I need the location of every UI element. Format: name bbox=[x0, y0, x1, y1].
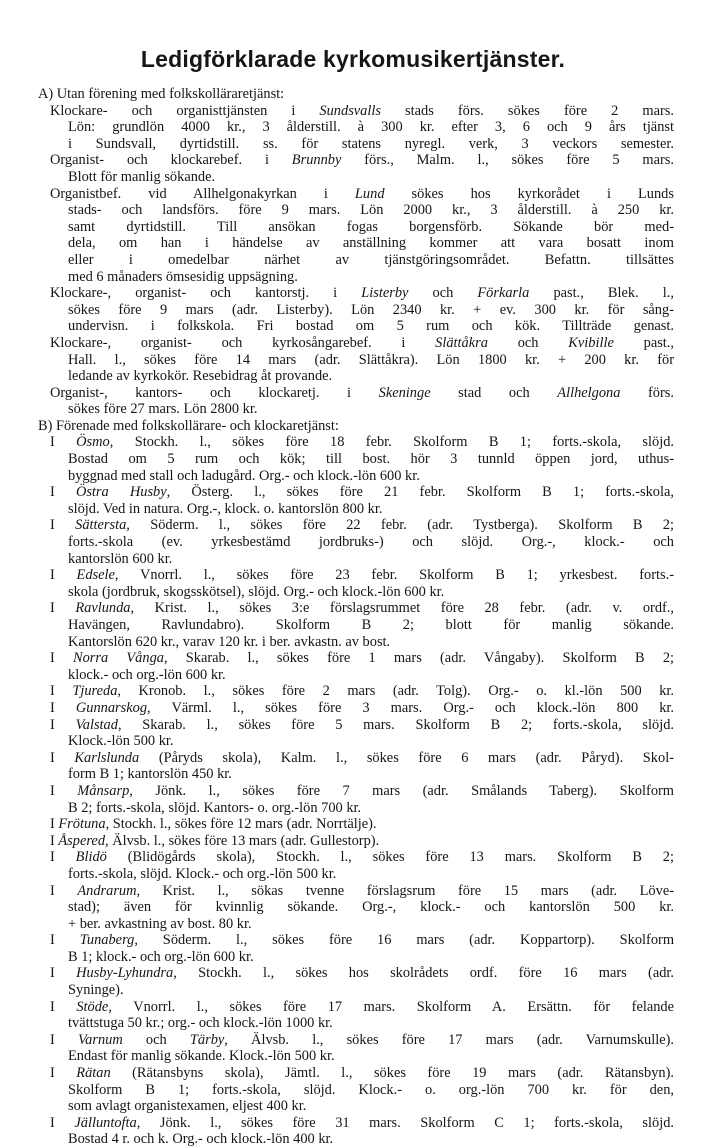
document-body bbox=[38, 86, 674, 1148]
text-segment: I bbox=[50, 816, 59, 833]
text-line bbox=[38, 517, 674, 534]
text-line bbox=[38, 468, 674, 485]
text-segment: , Älvsb. l., sökes före 13 mars (adr. Gullestorp). bbox=[105, 832, 380, 849]
text-segment: Lön: grundlön 4000 kr., 3 ålderstill. à 300 kr. efter 3, 6 och 9 års tjänst bbox=[68, 119, 674, 136]
text-segment: med 6 månaders ömsesidig uppsägning. bbox=[68, 268, 298, 285]
text-line bbox=[38, 650, 674, 667]
text-segment: , Jönk. l., sökes före 7 mars (adr. Smålands Taberg). Skolform bbox=[129, 782, 675, 799]
place-name: Allhelgona bbox=[557, 384, 621, 401]
place-name: Skeninge bbox=[378, 384, 431, 401]
place-name: Listerby bbox=[361, 285, 409, 302]
text-segment: I bbox=[50, 749, 75, 766]
text-line bbox=[38, 866, 674, 883]
text-segment: stads- och landsförs. före 9 mars. Lön 2000 kr., 3 ålderstill. à 250 kr. bbox=[68, 202, 674, 219]
text-line bbox=[38, 1131, 674, 1148]
place-name: Månsarp bbox=[77, 782, 130, 799]
text-segment: form B 1; kantorslön 450 kr. bbox=[68, 766, 232, 783]
text-segment: (Påryds skola), Kalm. l., sökes före 6 mars (adr. Påryd). Skol- bbox=[139, 749, 674, 766]
text-segment: I bbox=[50, 932, 80, 949]
text-segment: A) Utan förening med folkskolläraretjänst: bbox=[38, 86, 285, 102]
text-segment: klock.- och org.-lön 600 kr. bbox=[68, 666, 226, 683]
text-segment: sökes hos kyrkorådet i Lunds bbox=[384, 185, 674, 202]
place-name: Tunaberg bbox=[79, 932, 135, 949]
text-segment: B 1; klock.- och org.-lön 600 kr. bbox=[68, 948, 254, 965]
text-line bbox=[38, 368, 674, 385]
text-line bbox=[38, 683, 674, 700]
text-line bbox=[38, 617, 674, 634]
place-name: Valstad bbox=[75, 716, 118, 733]
text-line bbox=[38, 169, 674, 186]
text-line bbox=[38, 932, 674, 949]
text-line bbox=[38, 717, 674, 734]
text-segment: sökes före 27 mars. Lön 2800 kr. bbox=[68, 401, 258, 418]
text-segment: I bbox=[50, 716, 76, 733]
text-segment: I bbox=[50, 1065, 77, 1082]
text-segment: , Krist. l., sökes 3:e förslagsrummet före 28 febr. (adr. v. ordf., bbox=[130, 600, 675, 617]
text-line bbox=[38, 136, 674, 153]
text-segment: byggnad med stall och ladugård. Org.- och klock.-lön 600 kr. bbox=[68, 467, 420, 484]
text-line bbox=[38, 600, 674, 617]
text-line bbox=[38, 883, 674, 900]
text-segment: , Vnorrl. l., sökes före 23 febr. Skolform B 1; yrkesbest. forts.- bbox=[114, 567, 675, 584]
text-segment: B) Förenade med folkskollärare- och klockaretjänst: bbox=[38, 417, 339, 434]
text-line bbox=[38, 1048, 674, 1065]
text-line bbox=[38, 202, 674, 219]
text-segment: Skolform B 1; forts.-skola, slöjd. Klock.- o. org.-lön 700 kr. för den, bbox=[68, 1081, 674, 1098]
text-segment: forts.-skola, slöjd. Klock.- och org.-lön 500 kr. bbox=[68, 865, 337, 882]
text-segment: sökes före 9 mars (adr. Listerby). Lön 2340 kr. + ev. 300 kr. för sång- bbox=[68, 301, 674, 318]
text-segment: och bbox=[122, 1031, 190, 1048]
text-segment: past., bbox=[613, 334, 674, 351]
place-name: Karlslunda bbox=[74, 749, 140, 766]
text-segment: past., Blek. l., bbox=[529, 285, 674, 302]
text-line bbox=[38, 285, 674, 302]
text-segment: Blott för manlig sökande. bbox=[68, 168, 216, 185]
text-segment: I bbox=[50, 1031, 78, 1048]
text-segment: , Söderm. l., sökes före 22 febr. (adr. Tystberga). Skolform B 2; bbox=[126, 517, 675, 534]
place-name: Brunnby bbox=[291, 152, 342, 169]
text-segment: I bbox=[50, 600, 76, 617]
text-line bbox=[38, 849, 674, 866]
text-line bbox=[38, 1098, 674, 1115]
text-line bbox=[38, 800, 674, 817]
text-segment: , Skarab. l., sökes före 5 mars. Skolform B 2; forts.-skola, slöjd. bbox=[117, 716, 675, 733]
place-name: Östra Husby bbox=[75, 484, 167, 501]
text-segment: Klockare- och organisttjänsten i bbox=[50, 102, 320, 119]
text-segment: I bbox=[50, 849, 76, 866]
text-line bbox=[38, 451, 674, 468]
text-line bbox=[38, 1015, 674, 1032]
text-segment: I bbox=[50, 832, 59, 849]
text-segment: forts.-skola (ev. yrkesbestämd jordbruks-) och slöjd. Org.-, klock.- och bbox=[68, 534, 674, 551]
text-line bbox=[38, 750, 674, 767]
text-line bbox=[38, 733, 674, 750]
text-segment: , Söderm. l., sökes före 16 mars (adr. Koppartorp). Skolform bbox=[134, 932, 675, 949]
text-segment: B 2; forts.-skola, slöjd. Kantors- o. org.-lön 700 kr. bbox=[68, 799, 362, 816]
text-segment: , Krist. l., sökas tvenne förslagsrum före 15 mars (adr. Löve- bbox=[136, 882, 675, 899]
text-segment: och bbox=[408, 285, 478, 302]
text-line bbox=[38, 318, 674, 335]
text-line bbox=[38, 119, 674, 136]
text-line bbox=[38, 634, 674, 651]
place-name: Stöde bbox=[76, 998, 109, 1015]
place-name: Slättåkra bbox=[435, 334, 488, 351]
text-segment: I bbox=[50, 699, 76, 716]
place-name: Jälluntofta bbox=[74, 1114, 137, 1131]
text-line bbox=[38, 103, 674, 120]
text-line bbox=[38, 484, 674, 501]
text-segment: Bostad om 5 rum och kök; till bost. hör 3 tunnld öppen jord, uthus- bbox=[68, 451, 674, 468]
place-name: Sundsvalls bbox=[319, 102, 381, 119]
text-segment: Klockare-, organist- och kantorstj. i bbox=[50, 285, 362, 302]
place-name: Norra Vånga bbox=[73, 650, 164, 667]
text-segment: I bbox=[50, 882, 78, 899]
text-segment: Syninge). bbox=[68, 982, 124, 999]
text-segment: Bostad 4 r. och k. Org.- och klock.-lön 400 kr. bbox=[68, 1131, 334, 1148]
place-name: Varnum bbox=[77, 1031, 123, 1048]
text-line bbox=[38, 252, 674, 269]
text-segment: , Jönk. l., sökes före 31 mars. Skolform C 1; forts.-skola, slöjd. bbox=[136, 1114, 675, 1131]
text-segment: förs., Malm. l., sökes före 5 mars. bbox=[341, 152, 674, 169]
text-line bbox=[38, 551, 674, 568]
text-line bbox=[38, 385, 674, 402]
text-segment: , Älvsb. l., sökes före 17 mars (adr. Varnumskulle). bbox=[224, 1031, 674, 1048]
text-line bbox=[38, 186, 674, 203]
text-line bbox=[38, 899, 674, 916]
text-segment: I bbox=[50, 683, 73, 700]
text-line bbox=[38, 302, 674, 319]
text-line bbox=[38, 982, 674, 999]
text-line bbox=[38, 501, 674, 518]
text-line bbox=[38, 235, 674, 252]
place-name: Tjureda bbox=[72, 683, 118, 700]
text-segment: förs. bbox=[620, 384, 674, 401]
place-name: Blidö bbox=[75, 849, 107, 866]
text-segment: Kantorslön 620 kr., varav 120 kr. i ber. avkastn. av bost. bbox=[68, 633, 391, 650]
text-segment: I bbox=[50, 517, 76, 534]
page-title: Ledigförklarade kyrkomusikertjänster. bbox=[140, 46, 566, 72]
text-segment: undervisn. i folkskola. Fri bostad om 5 rum och kök. Tillträde genast. bbox=[68, 318, 674, 335]
text-segment: , Kronob. l., sökes före 2 mars (adr. Tolg). Org.- o. kl.-lön 500 kr. bbox=[117, 683, 674, 700]
text-line bbox=[38, 567, 674, 584]
text-segment: stad); även för kvinnlig sökande. Org.-, klock.- och kantorslön 500 kr. bbox=[68, 899, 674, 916]
text-line bbox=[38, 1065, 674, 1082]
place-name: Förkarla bbox=[477, 285, 530, 302]
place-name: Sättersta bbox=[75, 517, 127, 534]
place-name: Husby-Lyhundra bbox=[76, 965, 174, 982]
text-line bbox=[38, 700, 674, 717]
place-name: Tärby bbox=[189, 1031, 225, 1048]
text-segment: + ber. avkastning av bost. 80 kr. bbox=[68, 915, 252, 932]
text-line bbox=[38, 418, 674, 435]
text-line bbox=[38, 152, 674, 169]
place-name: Ravlunda bbox=[75, 600, 131, 617]
text-segment: , Stockh. l., sökes hos skolrådets ordf. före 16 mars (adr. bbox=[173, 965, 675, 982]
text-segment: I bbox=[50, 782, 78, 799]
place-name: Gunnarskog bbox=[75, 699, 148, 716]
text-segment: , Stockh. l., sökes före 18 febr. Skolform B 1; forts.-skola, slöjd. bbox=[109, 434, 674, 451]
text-segment: Havängen, Ravlundabro). Skolform B 2; blott för manlig sökande. bbox=[68, 617, 674, 633]
text-line bbox=[38, 783, 674, 800]
text-line bbox=[38, 335, 674, 352]
text-segment: slöjd. Ved in natura. Org.-, klock. o. kantorslön 800 kr. bbox=[68, 500, 383, 517]
text-segment: ledande av kyrkokör. Resebidrag åt provande. bbox=[68, 368, 333, 385]
text-segment: , Österg. l., sökes före 21 febr. Skolform B 1; forts.-skola, bbox=[166, 484, 674, 501]
text-segment: , Skarab. l., sökes före 1 mars (adr. Vångaby). Skolform B 2; bbox=[163, 650, 675, 667]
text-line bbox=[38, 352, 674, 369]
text-segment: I bbox=[50, 1114, 75, 1131]
text-segment: i Sundsvall, dyrtidstill. ss. för statens nyregl. verk, 3 veckors semester. bbox=[68, 135, 674, 152]
text-segment: skola (jordbruk, skogsskötsel), slöjd. Org.- och klock.-lön 600 kr. bbox=[68, 583, 445, 600]
text-segment: Klockare-, organist- och kyrkosångarebef. i bbox=[50, 334, 436, 351]
text-line bbox=[38, 1032, 674, 1049]
text-line bbox=[38, 999, 674, 1016]
text-segment: , Värml. l., sökes före 3 mars. Org.- och klock.-lön 800 kr. bbox=[147, 699, 675, 716]
text-line bbox=[38, 584, 674, 601]
text-line bbox=[38, 816, 674, 833]
text-segment: , Vnorrl. l., sökes före 17 mars. Skolform A. Ersättn. för felande bbox=[108, 998, 675, 1015]
text-segment: I bbox=[50, 650, 73, 667]
place-name: Edsele bbox=[76, 567, 115, 584]
text-segment: dela, om han i händelse av anställning kommer att vara bosatt inom bbox=[68, 235, 674, 252]
text-line bbox=[38, 766, 674, 783]
text-segment: I bbox=[50, 998, 77, 1015]
text-segment: stad och bbox=[430, 384, 558, 401]
text-segment: Klock.-lön 500 kr. bbox=[68, 733, 174, 750]
text-line bbox=[38, 667, 674, 684]
text-line bbox=[38, 534, 674, 551]
place-name: Ösmo bbox=[76, 434, 110, 451]
text-segment: I bbox=[50, 484, 76, 501]
text-line bbox=[38, 916, 674, 933]
text-segment: eller i omedelbar närhet av tjänstgöringsområdet. Befattn. tillsättes bbox=[68, 251, 674, 268]
text-line bbox=[38, 833, 674, 850]
place-name: Åspered bbox=[58, 832, 106, 849]
text-segment: Organist-, kantors- och klockaretj. i bbox=[50, 384, 379, 401]
place-name: Andrarum bbox=[77, 882, 137, 899]
text-segment: som avlagt organistexamen, eljest 400 kr. bbox=[68, 1098, 307, 1115]
text-line bbox=[38, 965, 674, 982]
text-segment: (Blidögårds skola), Stockh. l., sökes före 13 mars. Skolform B 2; bbox=[106, 849, 674, 866]
text-line bbox=[38, 401, 674, 418]
text-line bbox=[38, 219, 674, 236]
text-segment: , Stockh. l., sökes före 12 mars (adr. Norrtälje). bbox=[105, 816, 377, 833]
text-segment: tvättstuga 50 kr.; org.- och klock.-lön 1000 kr. bbox=[68, 1015, 333, 1032]
text-segment: I bbox=[50, 567, 77, 584]
text-line bbox=[38, 1115, 674, 1132]
text-segment: samt dyrtidstill. Till ansökan fogas borgensförb. Sökande bör med- bbox=[68, 218, 674, 235]
place-name: Rätan bbox=[76, 1065, 111, 1082]
text-line bbox=[38, 1082, 674, 1099]
text-line bbox=[38, 269, 674, 286]
text-segment: och bbox=[487, 334, 569, 351]
place-name: Kvibille bbox=[568, 334, 614, 351]
text-segment: (Rätansbyns skola), Jämtl. l., sökes före 19 mars (adr. Rätansbyn). bbox=[110, 1065, 674, 1082]
text-segment: I bbox=[50, 965, 77, 982]
text-segment: Organist- och klockarebef. i bbox=[50, 152, 292, 169]
text-segment: kantorslön 600 kr. bbox=[68, 550, 173, 567]
text-line bbox=[38, 86, 674, 103]
text-segment: I bbox=[50, 434, 77, 451]
text-segment: Hall. l., sökes före 14 mars (adr. Slättåkra). Lön 1800 kr. + 200 kr. för bbox=[68, 351, 674, 368]
text-line bbox=[38, 949, 674, 966]
place-name: Lund bbox=[354, 185, 385, 202]
text-line bbox=[38, 434, 674, 451]
text-segment: stads förs. sökes före 2 mars. bbox=[380, 102, 674, 119]
place-name: Frötuna bbox=[58, 816, 106, 833]
text-segment: Organistbef. vid Allhelgonakyrkan i bbox=[50, 185, 355, 202]
text-segment: Endast för manlig sökande. Klock.-lön 500 kr. bbox=[68, 1048, 335, 1065]
